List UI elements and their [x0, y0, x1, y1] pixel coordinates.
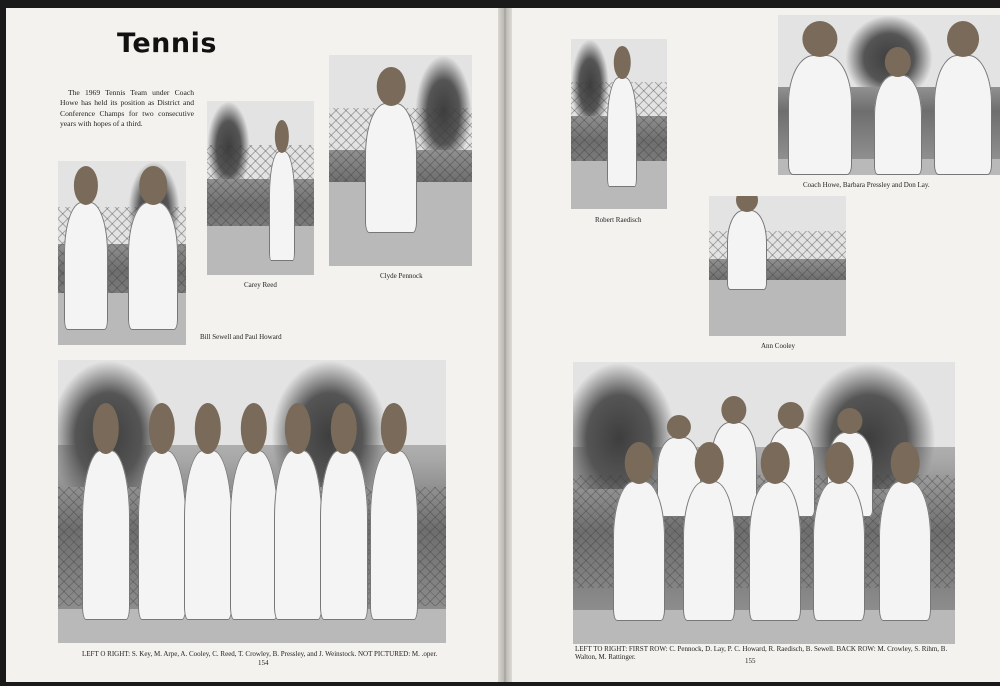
- intro-paragraph: The 1969 Tennis Team under Coach Howe has held its position as District and Conference Champs for two consecutive years with hopes of a third.: [60, 88, 194, 128]
- caption-girls-team: LEFT O RIGHT: S. Key, M. Arpe, A. Cooley, C. Reed, T. Crowley, B. Pressley, and J. Weinstock. NOT PICTURED: M. .oper.: [82, 650, 438, 658]
- page-title: Tennis: [117, 28, 217, 59]
- caption-ann-cooley: Ann Cooley: [761, 342, 796, 350]
- photo-ann-cooley: [709, 196, 846, 336]
- caption-clyde-pennock: Clyde Pennock: [380, 272, 423, 280]
- caption-boys-team: LEFT TO RIGHT: FIRST ROW: C. Pennock, D. Lay, P. C. Howard, R. Raedisch, B. Sewell. BACK ROW: M. Crowley, S. Rihm, B. Walton, M. Rattinger.: [575, 645, 948, 662]
- photo-coach-group: [778, 15, 1000, 175]
- photo-girls-team: [58, 360, 446, 643]
- photo-boys-team: [573, 362, 955, 644]
- caption-sewell-howard: Bill Sewell and Paul Howard: [200, 333, 282, 341]
- photo-sewell-howard: [58, 161, 186, 345]
- caption-robert-raedisch: Robert Raedisch: [595, 216, 642, 224]
- page-number-left: 154: [258, 659, 269, 667]
- photo-carey-reed: [207, 101, 314, 275]
- photo-robert-raedisch: [571, 39, 667, 209]
- book-gutter: [498, 8, 512, 682]
- caption-carey-reed: Carey Reed: [244, 281, 277, 289]
- page-number-right: 155: [745, 657, 756, 665]
- photo-clyde-pennock: [329, 55, 472, 266]
- caption-coach-group: Coach Howe, Barbara Pressley and Don Lay.: [803, 181, 930, 189]
